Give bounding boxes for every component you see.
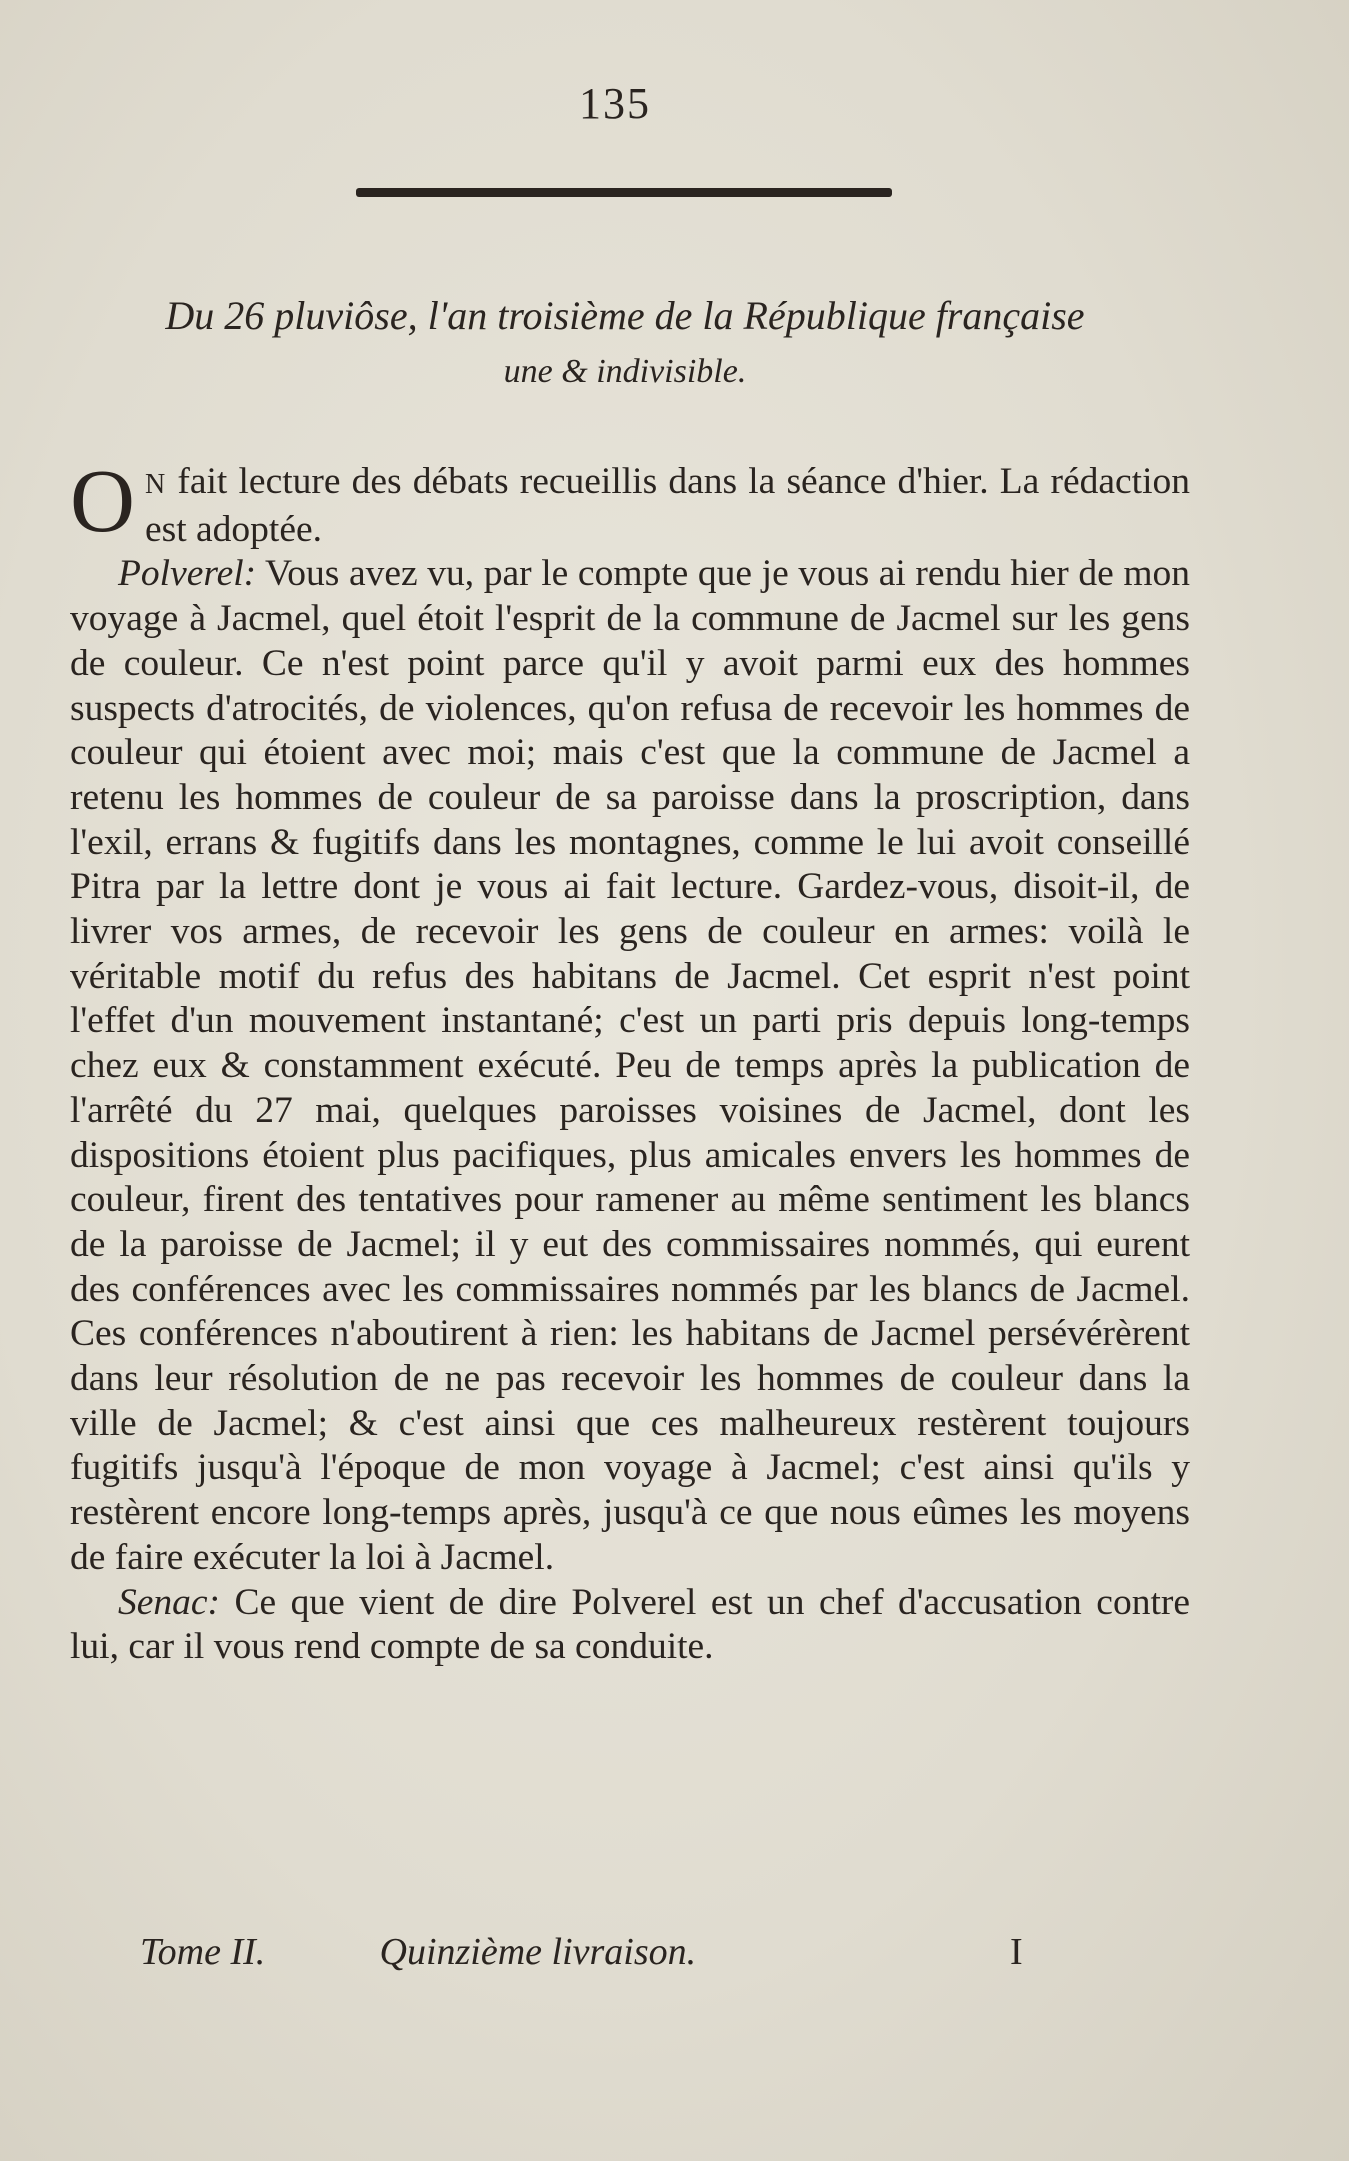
paragraph-text: fait lecture des débats recueillis dans la séance d'hier. La rédaction est adoptée. [145,461,1190,550]
volume-label: Tome II. [140,1931,266,1973]
issue-label: Quinzième livraison. [379,1931,697,1973]
paragraph-text: Ce que vient de dire Polverel est un chef d'accusation contre lui, car il vous rend compte de sa conduite. [70,1581,1190,1668]
paragraph-senac [70,1581,1190,1670]
page-number: 135 [579,79,651,128]
paragraph-opening [70,452,1190,552]
heading-line-2: une & indivisible. [503,353,747,390]
paragraph-polverel [70,552,1190,1580]
paragraph-text: Vous avez vu, par le compte que je vous ai rendu hier de mon voyage à Jacmel, quel étoit l'esprit de la commune de Jacmel sur les gens de couleur. Ce n'est point parce qu'il y avoit parmi eux des hommes suspects d'atrocités, de violences, qu'on refusa de recevoir les hommes de couleur qui étoient avec moi; mais c'est que la commune de Jacmel a retenu les hommes de couleur de sa paroisse dans la proscription, dans l'exil, errans & fugitifs dans les montagnes, comme le lui avoit conseillé Pitra par la lettre dont je vous ai fait lecture. Gardez-vous, disoit-il, de livrer vos armes, de recevoir les gens de couleur en armes: voilà le véritable motif du refus des habitans de Jacmel. Cet esprit n'est point l'effet d'un mouvement instantané; c'est un parti pris depuis long-temps chez eux & constamment exécuté. Peu de temps après la publication de l'arrêté du 27 mai, quelques paroisses voisines de Jacmel, dont les dispositions étoient plus pacifiques, plus amicales envers les hommes de couleur, firent des tentatives pour ramener au même sentiment les blancs de la paroisse de Jacmel; il y eut des commissaires nommés, qui eurent des conférences avec les commissaires nommés par les blancs de Jacmel. Ces conférences n'aboutirent à rien: les habitans de Jacmel persévérèrent dans leur résolution de ne pas recevoir les hommes de couleur dans la ville de Jacmel; & c'est ainsi que ces malheureux restèrent toujours fugitifs jusqu'à l'époque de mon voyage à Jacmel; c'est ainsi qu'ils y restèrent encore long-temps après, jusqu'à ce que nous eûmes les moyens de faire exécuter la loi à Jacmel. [70,553,1190,1578]
body-text [70,452,1190,1670]
drop-cap: O [70,452,135,551]
session-heading [60,288,1190,400]
small-caps: N [145,469,167,500]
page-footer [140,1930,1040,1974]
heading-line-1: Du 26 pluviôse, l'an troisième de la République française [165,293,1085,338]
speaker-name: Senac: [118,1581,221,1623]
speaker-name: Polverel: [118,553,257,595]
header-rule [356,188,892,197]
signature-mark: I [1010,1931,1023,1973]
